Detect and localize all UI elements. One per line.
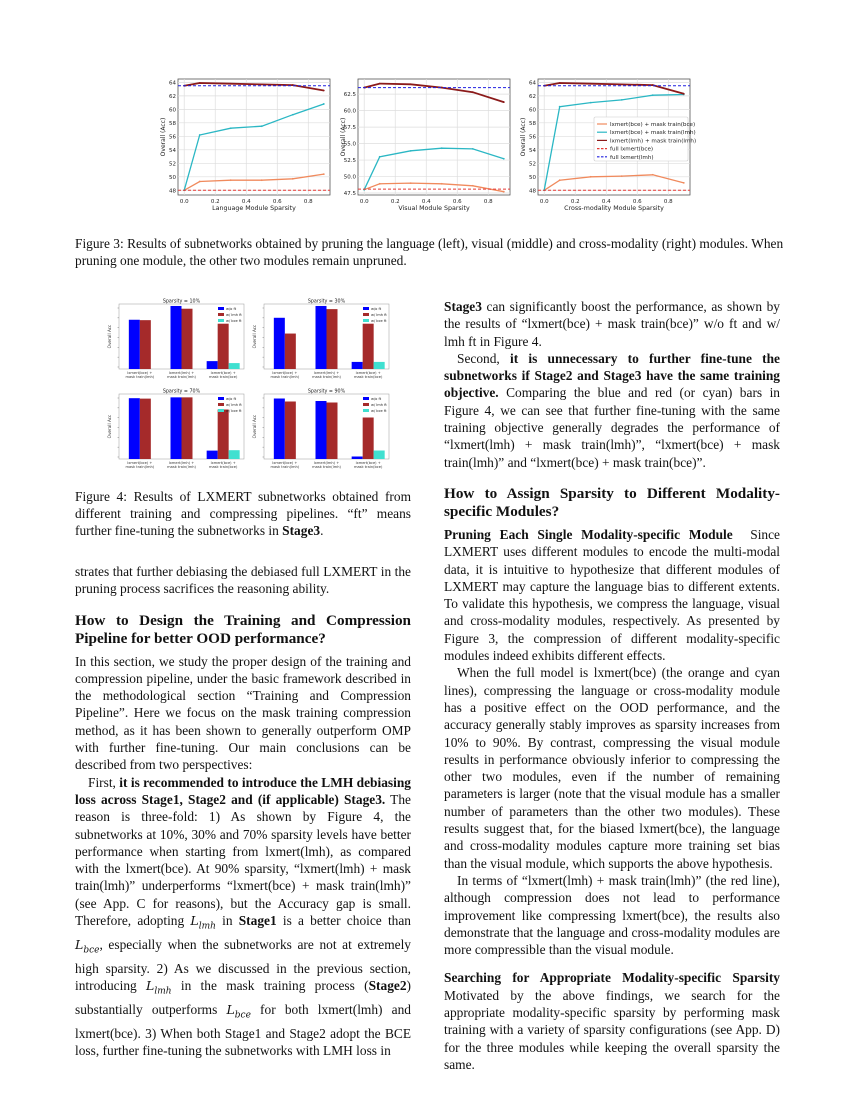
svg-text:0.2: 0.2 [210, 199, 220, 205]
figure-3-caption: Figure 3: Results of subnetworks obtained by pruning the language (left), visual (middle) and cross-modality (right) modules. When pruning one module, the other two modules remain unpruned. [75, 236, 784, 268]
svg-text:mask train(lmh): mask train(lmh) [125, 375, 155, 379]
svg-text:w/ bce ft: w/ bce ft [371, 319, 387, 323]
paragraph-pruning [444, 526, 784, 664]
text: can significantly boost the performance, as shown by the results of “lxmert(bce) + mask train(bce)” w/o ft and w/ lmh ft in Figure 4. [444, 299, 780, 349]
svg-text:Overall (Acc): Overall (Acc) [340, 117, 347, 157]
svg-text:55.0: 55.0 [343, 141, 356, 148]
svg-text:lxmert(bce) +: lxmert(bce) + [355, 371, 381, 375]
text: Second, [457, 350, 510, 366]
bar-chart-panel [107, 299, 244, 380]
svg-text:Sparsity = 70%: Sparsity = 70% [162, 389, 201, 395]
svg-text:0.0: 0.0 [359, 199, 369, 205]
paragraph-searching [444, 969, 780, 1073]
svg-text:mask train(lmh): mask train(lmh) [270, 375, 300, 379]
svg-text:lxmert(lmh) +: lxmert(lmh) + [313, 371, 340, 375]
math-l-bce [75, 936, 100, 956]
svg-text:mask train(bce): mask train(bce) [353, 465, 383, 469]
paragraph-first [75, 774, 411, 1059]
line-chart-panel [520, 79, 696, 212]
paragraph-second [444, 350, 780, 471]
text: Comparing the blue and red (or cyan) bars in Figure 4, we can see that further fine-tuning with the same training objective generally degrades the performance of “lxmert(lmh) + mask train(lmh)”, “lxmert(bce) + mask train(lmh)” and “lxmert(bce) + mask train(bce)”. [444, 385, 780, 470]
paragraph-heading: Searching for Appropriate Modality-specific Sparsity [444, 970, 780, 986]
svg-text:Cross-modality Module Sparsity: Cross-modality Module Sparsity [564, 205, 664, 212]
text: in [215, 913, 239, 929]
svg-text:lxmert(bce) +: lxmert(bce) + [272, 461, 298, 465]
math-sub: bce [83, 945, 100, 956]
svg-text:mask train(bce): mask train(bce) [208, 465, 238, 469]
svg-text:w/ lmh ft: w/ lmh ft [226, 313, 242, 317]
svg-text:lxmert(bce) +: lxmert(bce) + [127, 371, 153, 375]
svg-text:0.8: 0.8 [483, 199, 493, 205]
text: First, [88, 774, 120, 790]
svg-text:Overall Acc: Overall Acc [107, 324, 112, 349]
svg-text:0.0: 0.0 [539, 199, 549, 205]
svg-text:lxmert(bce) + mask train(bce): lxmert(bce) + mask train(bce) [610, 122, 696, 128]
svg-text:0.6: 0.6 [632, 199, 642, 205]
svg-text:w/o ft: w/o ft [371, 307, 382, 311]
svg-text:mask train(bce): mask train(bce) [208, 375, 238, 379]
svg-text:0.8: 0.8 [303, 199, 313, 205]
svg-text:lxmert(bce) + mask train(lmh): lxmert(bce) + mask train(lmh) [610, 130, 696, 137]
math-l-bce [226, 1001, 251, 1021]
svg-text:lxmert(lmh) +: lxmert(lmh) + [168, 371, 195, 375]
figure-4-caption [75, 488, 411, 539]
svg-text:lxmert(lmh) + mask train(lmh): lxmert(lmh) + mask train(lmh) [610, 138, 697, 145]
section-heading-design: How to Design the Training and Compression Pipeline for better OOD performance? [75, 611, 411, 647]
math-symbol: L [190, 913, 199, 929]
svg-text:mask train(lmh): mask train(lmh) [125, 465, 155, 469]
svg-text:lxmert(bce) +: lxmert(bce) + [355, 461, 381, 465]
svg-text:56: 56 [529, 134, 536, 141]
svg-text:57.5: 57.5 [343, 125, 356, 132]
math-l-lmh [190, 913, 216, 932]
svg-text:w/ lmh ft: w/ lmh ft [226, 403, 242, 407]
svg-text:60: 60 [529, 107, 536, 114]
svg-text:mask train(lmh): mask train(lmh) [270, 465, 300, 469]
svg-text:56: 56 [169, 134, 176, 141]
line-chart-panel [160, 79, 330, 212]
svg-text:0.6: 0.6 [452, 199, 462, 205]
svg-text:58: 58 [169, 120, 176, 127]
svg-text:0.2: 0.2 [390, 199, 400, 205]
math-sub: lmh [154, 986, 172, 997]
svg-text:Language Module Sparsity: Language Module Sparsity [212, 205, 296, 212]
svg-text:0.4: 0.4 [421, 199, 431, 205]
caption-text: Figure 4: Results of LXMERT subnetworks obtained from different training and compressing pipelines. “ft” means further fine-tuning the subnetworks in [75, 489, 411, 538]
svg-text:w/ lmh ft: w/ lmh ft [371, 313, 387, 317]
paragraph-heading: Pruning Each Single Modality-specific Module [444, 526, 733, 542]
svg-text:Sparsity = 90%: Sparsity = 90% [307, 389, 346, 395]
svg-text:50: 50 [169, 174, 176, 181]
svg-text:Sparsity = 30%: Sparsity = 30% [307, 299, 346, 305]
svg-text:0.8: 0.8 [663, 199, 673, 205]
svg-text:52: 52 [529, 161, 536, 168]
paragraph-full-model: When the full model is lxmert(bce) (the orange and cyan lines), compressing the language or cross-modality module has a positive effect on the OOD performance, and the accuracy generally stably improves as sparsity increases from 10% to 90%. By contrast, compressing the visual module results in performance obviously inferior to compressing the other two modules, even if the number of remaining parameters is larger (note that the visual module has a smaller number of parameters than the other two modules). These results suggest that, for the biased lxmert(bce), the language and cross-modality modules capture more training set bias than the visual module, which supports the above hypothesis. [444, 665, 780, 871]
svg-text:w/ bce ft: w/ bce ft [371, 409, 387, 413]
bold-text: it is recommended to introduce the LMH debiasing loss across Stage1, Stage2 and (if applicable) Stage3. [75, 774, 411, 807]
svg-text:lxmert(bce) +: lxmert(bce) + [210, 371, 236, 375]
line-chart-panel [340, 79, 510, 212]
svg-text:48: 48 [169, 188, 176, 195]
svg-text:50: 50 [529, 174, 536, 181]
svg-text:full lxmert(lmh): full lxmert(lmh) [610, 154, 654, 161]
math-sub: lmh [198, 921, 216, 932]
right-column [444, 298, 784, 1073]
svg-text:60.0: 60.0 [343, 108, 356, 115]
svg-text:mask train(lmh): mask train(lmh) [312, 465, 341, 469]
bar-chart-panel [252, 299, 389, 380]
paragraph-red-line: In terms of “lxmert(lmh) + mask train(lmh)” (the red line), although compression does not lead to performance improvement like compressing lxmert(bce), the results also demonstrate that the language and cross-modality modules are more compressible than the visual module. [444, 872, 780, 958]
svg-text:0.6: 0.6 [272, 199, 282, 205]
svg-text:mask train(lmh): mask train(lmh) [167, 465, 196, 469]
svg-text:lxmert(bce) +: lxmert(bce) + [210, 461, 236, 465]
svg-text:Overall (Acc): Overall (Acc) [520, 117, 527, 157]
svg-text:w/o ft: w/o ft [371, 397, 382, 401]
caption-bold: Stage3 [282, 523, 321, 538]
text: The reason is three-fold: 1) As shown by Figure 4, the subnetworks at 10%, 30% and 70% sparsity levels have better performance when starting from lxmert(lmh), as compared with the lxmert(bce). At 90% sparsity, “lxmert(lmh) + mask train(lmh)” underperforms “lxmert(bce) + mask train(lmh)” (see App. C for reasons), but the Accuracy gap is small. Therefore, adopting [75, 791, 411, 929]
svg-text:62: 62 [529, 93, 536, 100]
text: Motivated by the above findings, we search for the appropriate modality-specific sparsity by performing mask training with a variety of sparsity configurations (see App. D) for the three modules while keeping the overall sparsity the same. [444, 987, 780, 1072]
text: for both lxmert(lmh) and lxmert(bce). 3) When both Stage1 and Stage2 adopt the BCE loss, further fine-tuning the subnetworks with LMH loss in [75, 1001, 411, 1058]
section-heading-assign: How to Assign Sparsity to Different Modality-specific Modules? [444, 484, 780, 520]
bar-chart-panel [107, 389, 244, 470]
math-symbol: L [75, 936, 84, 952]
svg-text:Sparsity = 10%: Sparsity = 10% [162, 299, 201, 305]
text: , especially when the subnetworks are not at extremely high sparsity. 2) As we discussed in the previous section, introducing [75, 936, 411, 993]
text: is a better choice than [276, 913, 411, 929]
svg-text:58: 58 [529, 120, 536, 127]
caption-suffix: . [320, 523, 324, 538]
svg-text:lxmert(lmh) +: lxmert(lmh) + [168, 461, 195, 465]
paragraph-intro: In this section, we study the proper design of the training and compression pipeline, under the basic framework described in the methodological section “Training and Compression Pipeline”. Here we focus on the mask training compression method, as it has been shown to generally outperform OMP with further fine-tuning. Our main conclusions can be described from two perspectives: [75, 653, 411, 773]
svg-text:Overall Acc: Overall Acc [252, 324, 257, 349]
svg-text:0.4: 0.4 [601, 199, 611, 205]
left-column [75, 563, 411, 1059]
svg-text:Overall Acc: Overall Acc [252, 414, 257, 439]
svg-text:full lxmert(bce): full lxmert(bce) [610, 146, 654, 153]
svg-text:54: 54 [529, 147, 536, 154]
math-symbol: L [146, 977, 155, 993]
svg-text:64: 64 [169, 80, 176, 87]
text: in the mask training process ( [171, 977, 369, 993]
svg-text:62.5: 62.5 [343, 92, 356, 99]
svg-text:Overall Acc: Overall Acc [107, 414, 112, 439]
svg-text:lxmert(bce) +: lxmert(bce) + [272, 371, 298, 375]
svg-text:w/ bce ft: w/ bce ft [226, 409, 242, 413]
bold-text: Stage3 [444, 299, 482, 314]
svg-text:w/o ft: w/o ft [226, 307, 237, 311]
svg-text:54: 54 [169, 147, 176, 154]
figure-4-bar-charts [105, 296, 395, 476]
svg-text:50.0: 50.0 [343, 174, 356, 181]
svg-text:mask train(lmh): mask train(lmh) [167, 375, 196, 379]
svg-text:0.0: 0.0 [179, 199, 189, 205]
svg-text:0.4: 0.4 [241, 199, 251, 205]
svg-text:w/ lmh ft: w/ lmh ft [371, 403, 387, 407]
svg-text:0.2: 0.2 [570, 199, 580, 205]
svg-text:lxmert(bce) +: lxmert(bce) + [127, 461, 153, 465]
svg-text:Visual Module Sparsity: Visual Module Sparsity [398, 205, 470, 212]
svg-text:lxmert(lmh) +: lxmert(lmh) + [313, 461, 340, 465]
svg-text:60: 60 [169, 107, 176, 114]
figure-3-line-charts [160, 76, 700, 226]
bar-chart-panel [252, 389, 389, 470]
svg-text:52: 52 [169, 161, 176, 168]
text: ) substantially outperforms [75, 977, 411, 1017]
svg-text:Overall (Acc): Overall (Acc) [160, 117, 167, 157]
svg-text:52.5: 52.5 [343, 158, 356, 165]
text: Since LXMERT uses different modules to encode the multi-modal data, it is intuitive to hypothesize that different modules of LXMERT may capture the language bias to different extents. To validate this hypothesis, we compress the language, visual and cross-modality modules, respectively. As presented by Figure 3, the compression of different modality-specific modules indeed exhibits different effects. [444, 526, 784, 664]
svg-text:47.5: 47.5 [343, 191, 356, 198]
svg-text:w/o ft: w/o ft [226, 397, 237, 401]
svg-text:48: 48 [529, 188, 536, 195]
paragraph-stage3 [444, 298, 780, 350]
bold-text: Stage2 [368, 977, 407, 993]
paragraph-continuation: strates that further debiasing the debiased full LXMERT in the pruning process sacrifices the reasoning ability. [75, 564, 411, 597]
svg-text:62: 62 [169, 93, 176, 100]
figure-4 [105, 296, 395, 476]
math-sub: bce [234, 1010, 251, 1021]
math-symbol: L [226, 1001, 235, 1017]
svg-text:64: 64 [529, 80, 536, 87]
math-l-lmh [146, 977, 172, 997]
svg-text:mask train(lmh): mask train(lmh) [312, 375, 341, 379]
svg-text:mask train(bce): mask train(bce) [353, 375, 383, 379]
svg-text:w/ bce ft: w/ bce ft [226, 319, 242, 323]
bold-text: it is unnecessary to further fine-tune the subnetworks if Stage2 and Stage3 have the same training objective. [444, 350, 780, 401]
bold-text: Stage1 [238, 913, 277, 929]
figure-3 [160, 76, 700, 226]
